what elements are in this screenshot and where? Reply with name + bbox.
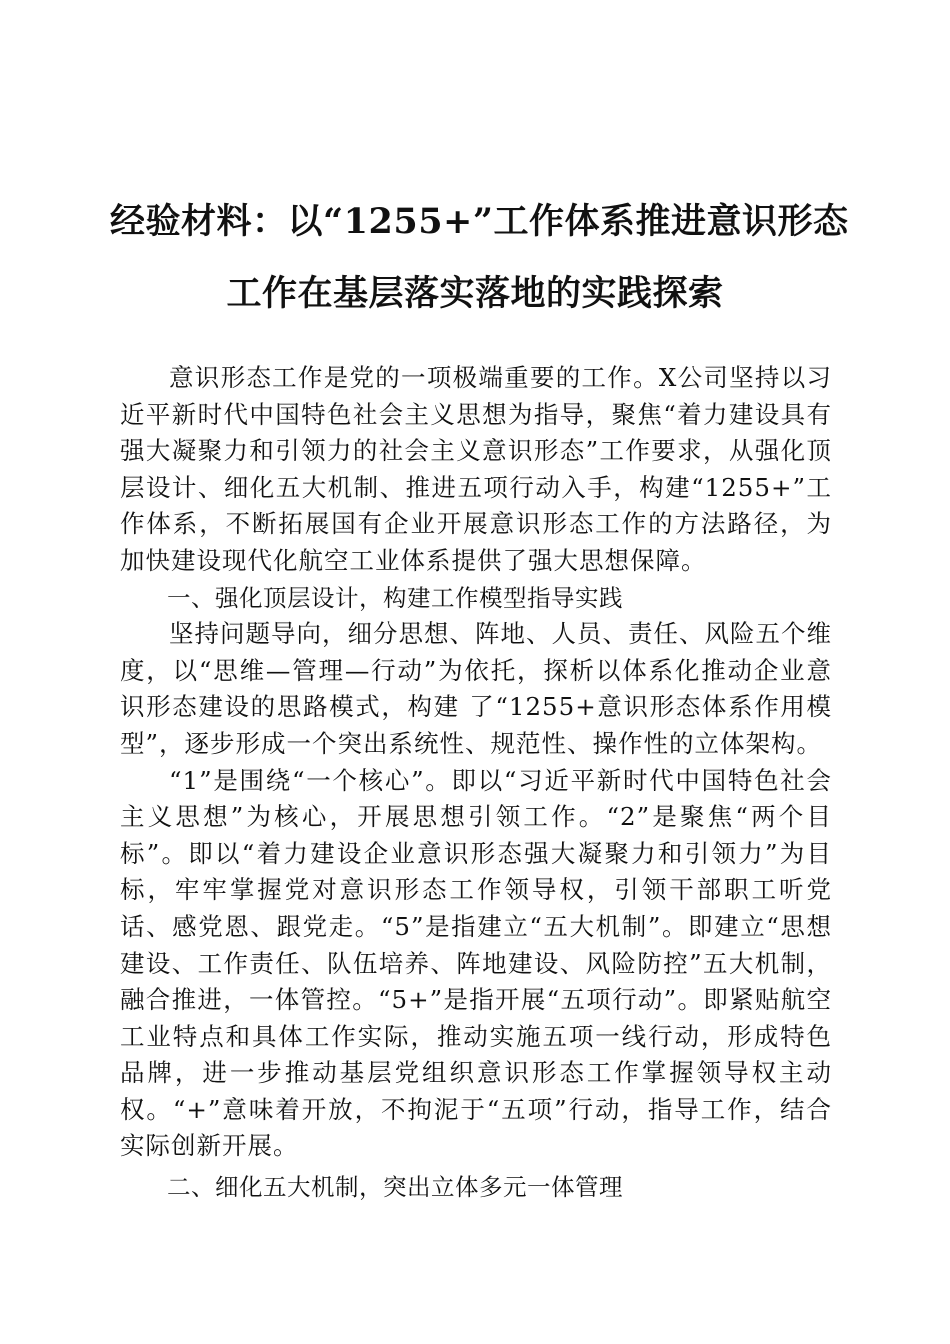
body-paragraph: 坚持问题导向，细分思想、阵地、人员、责任、风险五个维度，以“思维—管理—行动”为依托，探析以体系化推动企业意识形态建设的思路模式，构建 了“1255+意识形态体系作用模型”，逐步形成一个突出系统性、规范性、操作性的立体架构。 xyxy=(120,619,832,758)
document-title xyxy=(110,186,849,330)
section-heading-1: 一、强化顶层设计，构建工作模型指导实践 xyxy=(167,583,623,612)
body-paragraph: “1”是围绕“一个核心”。即以“习近平新时代中国特色社会主义思想”为核心，开展思想引领工作。“2”是聚焦“两个目标”。即以“着力建设企业意识形态强大凝聚力和引领力”为目标，牢牢掌握党对意识形态工作领导权，引领干部职工听党话、感党恩、跟党走。“5”是指建立“五大机制”。即建立“思想建设、工作责任、队伍培养、阵地建设、风险防控”五大机制，融合推进，一体管控。“5+”是指开展“五项行动”。即紧贴航空工业特点和具体工作实际，推动实施五项一线行动，形成特色品牌，进一步推动基层党组织意识形态工作掌握领导权主动权。“+”意味着开放，不拘泥于“五项”行动，指导工作，结合实际创新开展。 xyxy=(120,765,832,1161)
document-body xyxy=(120,360,832,1206)
section-heading-2: 二、细化五大机制，突出立体多元一体管理 xyxy=(167,1173,623,1202)
intro-paragraph: 意识形态工作是党的一项极端重要的工作。X公司坚持以习近平新时代中国特色社会主义思想为指导，聚焦“着力建设具有强大凝聚力和引领力的社会主义意识形态”工作要求，从强化顶层设计、细化五大机制、推进五项行动入手，构建“1255+”工作体系，不断拓展国有企业开展意识形态工作的方法路径，为加快建设现代化航空工业体系提供了强大思想保障。 xyxy=(120,363,832,575)
title-line-2: 工作在基层落实落地的实践探索 xyxy=(226,273,724,314)
title-line-1: 经验材料：以“1255+”工作体系推进意识形态 xyxy=(110,201,849,242)
